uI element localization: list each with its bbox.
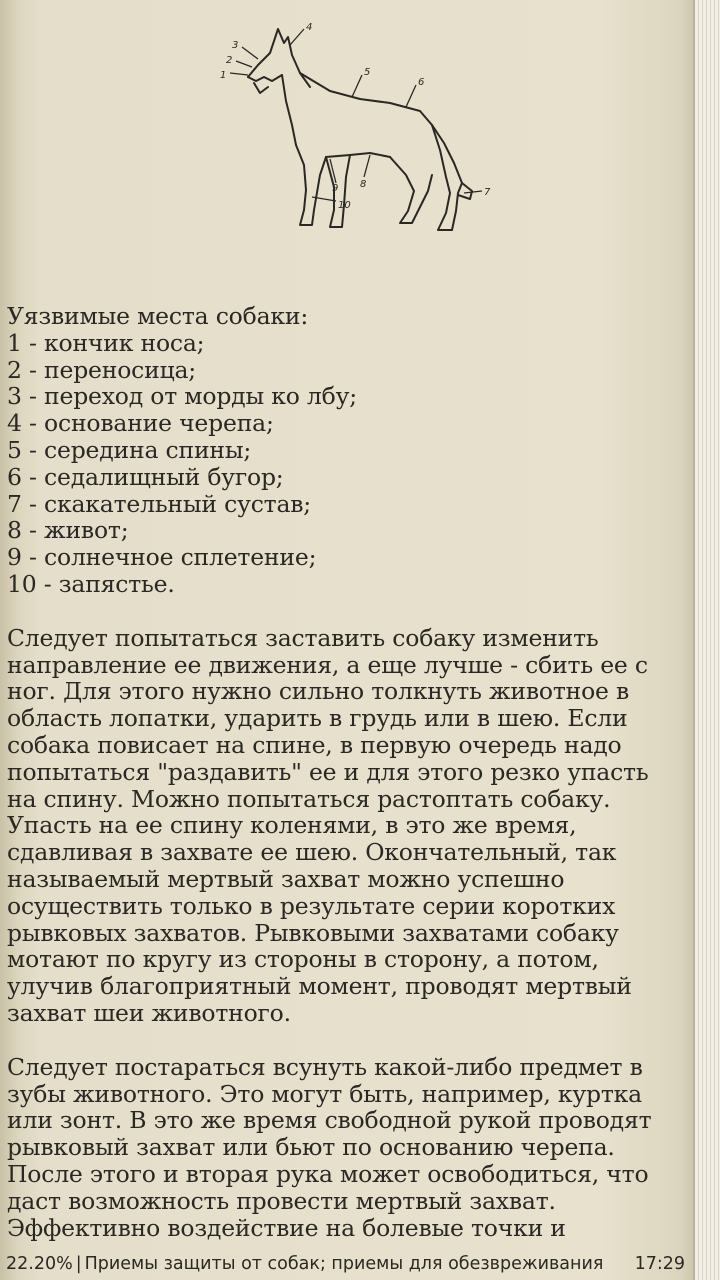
paragraph-line: или зонт. В это же время свободной рукой проводят [7,1106,652,1135]
dog-label-8: 8 [360,179,367,190]
paragraph-line: ног. Для этого нужно сильно толкнуть животное в [7,677,630,706]
paragraph-line: направление ее движения, а еще лучше - сбить ее с [7,650,648,679]
dog-label-10: 10 [338,200,351,211]
list-heading: Уязвимые места собаки: [7,302,309,330]
dog-label-6: 6 [418,77,425,88]
paragraph-line: улучив благоприятный момент, проводят мертвый [7,972,632,1001]
paragraph-line: попытаться "раздавить" ее и для этого резко упасть [7,757,649,786]
dog-label-9: 9 [332,183,339,194]
paragraph-line: рывковый захват или бьют по основанию черепа. [7,1133,615,1162]
status-separator: | [75,1253,82,1274]
paragraph-line: называемый мертвый захват можно успешно [7,864,565,893]
paragraph-line: мотают по кругу из стороны в сторону, а потом, [7,945,599,974]
paragraph-line: сдавливая в захвате ее шею. Окончательный, так [7,838,617,867]
list-item: 3 - переход от морды ко лбу; [7,382,357,411]
paragraph-line: Упасть на ее спину коленями, в это же время, [7,811,577,840]
list-item: 6 - седалищный бугор; [7,462,284,491]
list-item: 7 - скакательный сустав; [7,489,312,518]
paragraph-line: на спину. Можно попытаться растоптать собаку. [7,784,611,813]
paragraph-line: даст возможность провести мертвый захват. [7,1186,556,1215]
paragraph-line: осуществить только в результате серии коротких [7,891,616,920]
paragraph-line: Следует попытаться заставить собаку изменить [7,623,599,652]
paragraph-line: зубы животного. Это могут быть, например, куртка [7,1079,642,1108]
book-text [7,303,687,1241]
dog-diagram [200,15,500,240]
list-item: 10 - запястье. [7,569,175,598]
paragraph-gap [7,1027,687,1054]
book-title: Приемы защиты от собак; приемы для обезвреживания [84,1253,604,1274]
dog-label-7: 7 [484,187,491,198]
list-item: 2 - переносица; [7,355,197,384]
paragraph-gap [7,598,687,625]
paragraph-line: собака повисает на спине, в первую очередь надо [7,730,622,759]
list-item: 9 - солнечное сплетение; [7,543,317,572]
dog-label-5: 5 [364,67,371,78]
dog-label-4: 4 [306,22,313,33]
clock: 17:29 [634,1253,685,1274]
paragraph-line: рывковых захватов. Рывковыми захватами собаку [7,918,619,947]
status-bar [0,1247,695,1280]
dog-label-1: 1 [220,70,227,81]
reading-progress: 22.20% [6,1253,73,1274]
list-item: 1 - кончик носа; [7,328,205,357]
list-item: 5 - середина спины; [7,435,252,464]
paragraph-line: После этого и вторая рука может освободиться, что [7,1159,649,1188]
paragraph-line: Следует постараться всунуть какой-либо предмет в [7,1052,643,1081]
dog-label-3: 3 [232,40,239,51]
list-item: 8 - живот; [7,516,129,545]
paragraph-line: область лопатки, ударить в грудь или в шею. Если [7,704,628,733]
page-stack-edge [693,0,720,1280]
paragraph-line: Эффективно воздействие на болевые точки и [7,1213,566,1242]
paragraph-line: захват шеи животного. [7,998,291,1027]
dog-label-2: 2 [226,55,233,66]
list-item: 4 - основание черепа; [7,409,274,438]
